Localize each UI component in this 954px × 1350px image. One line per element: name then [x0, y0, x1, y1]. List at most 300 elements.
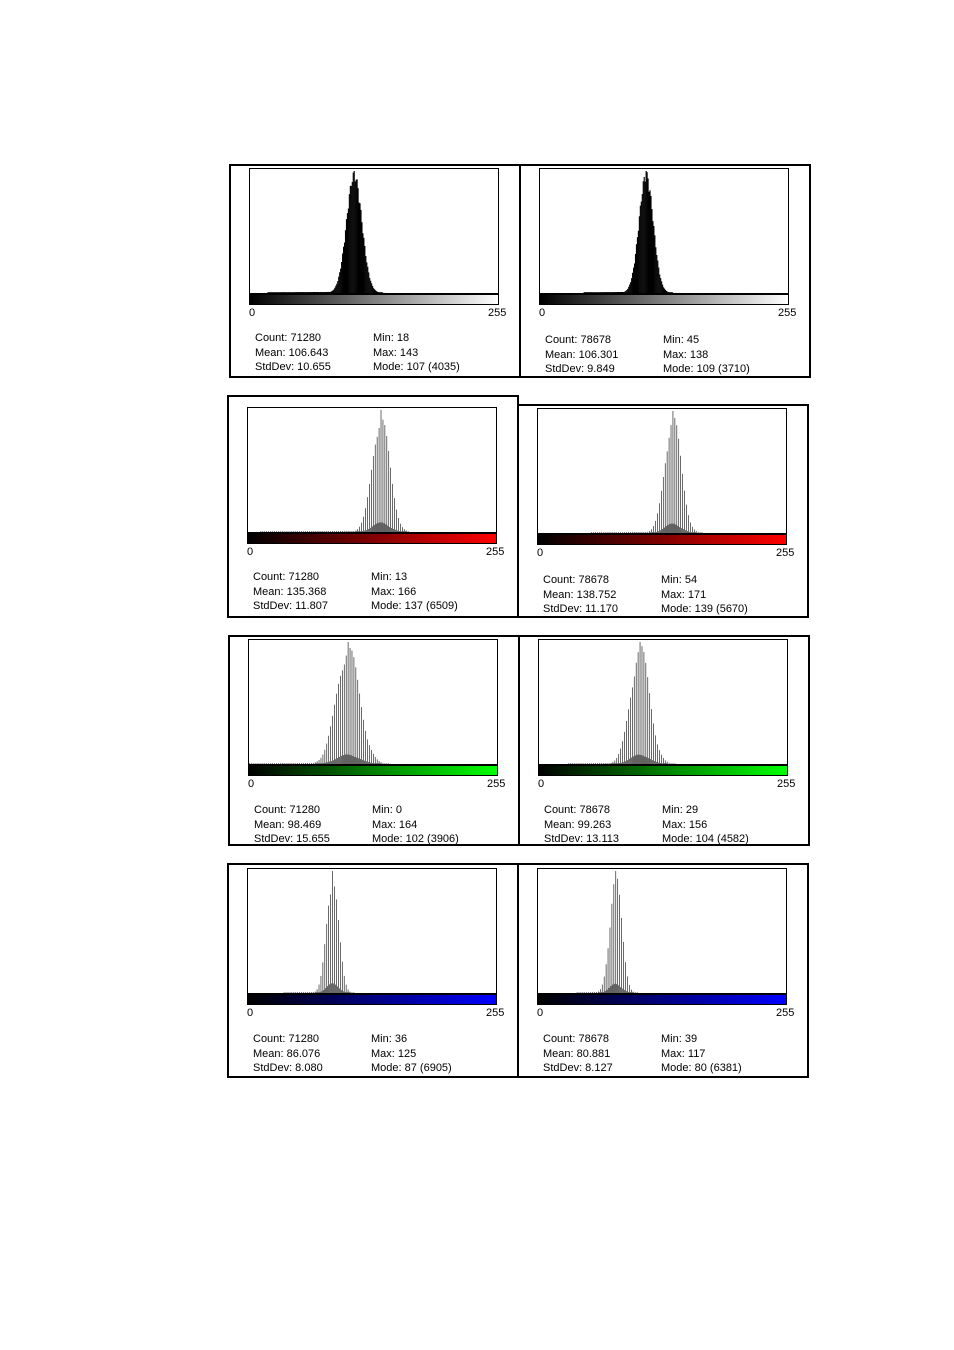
histogram-bar — [259, 763, 260, 764]
histogram-bar — [305, 992, 306, 993]
histogram-bar — [354, 171, 355, 293]
stddev-stat: StdDev: 11.807 — [253, 600, 329, 612]
histogram-bar — [644, 652, 645, 764]
histogram-bar — [335, 286, 336, 293]
histogram-bar — [290, 531, 291, 532]
histogram-bar — [379, 292, 380, 293]
histogram-plot — [247, 868, 497, 994]
histogram-bar — [691, 532, 692, 533]
histogram-bar — [402, 527, 403, 532]
histogram-bar — [609, 988, 610, 993]
histogram-bar — [613, 985, 614, 993]
histogram-bar — [657, 261, 658, 293]
histogram-bar — [344, 243, 345, 293]
histogram-bar — [364, 761, 365, 764]
histogram-bar — [632, 687, 633, 764]
histogram-bar — [595, 292, 596, 293]
histogram-bar — [257, 763, 258, 764]
histogram-bar — [658, 531, 659, 533]
histogram-bar — [345, 992, 346, 993]
histogram-bar — [271, 292, 272, 293]
histogram-bar — [351, 755, 352, 764]
histogram-bar — [654, 235, 655, 293]
histogram-bar — [284, 531, 285, 532]
histogram-bar — [626, 721, 627, 764]
histogram-bar — [344, 976, 345, 993]
histogram-bar — [380, 292, 381, 293]
histogram-bar — [609, 532, 610, 533]
axis-max-label: 255 — [486, 1007, 505, 1019]
histogram-bar — [698, 532, 699, 533]
histogram-bar — [320, 763, 321, 764]
histogram-bar — [284, 763, 285, 764]
histogram-bar — [665, 463, 666, 533]
histogram-bar — [696, 531, 697, 533]
histogram-svg — [250, 169, 498, 293]
histogram-bar — [341, 990, 342, 993]
histogram-bar — [646, 532, 647, 533]
histogram-bar — [630, 992, 631, 993]
histogram-bar — [306, 292, 307, 293]
green-gradient-bar — [248, 765, 498, 776]
histogram-bar — [320, 992, 321, 993]
histogram-bar — [313, 763, 314, 764]
axis-min-label: 0 — [537, 1007, 544, 1019]
histogram-bar — [261, 763, 262, 764]
histogram-bar — [270, 292, 271, 293]
histogram-bar — [301, 992, 302, 993]
histogram-bar — [379, 761, 380, 764]
histogram-bar — [626, 532, 627, 533]
axis-min-label: 0 — [537, 547, 544, 559]
histogram-bar — [362, 233, 363, 293]
mean-stat: Mean: 99.263 — [544, 818, 612, 831]
histogram-bar — [341, 756, 342, 764]
histogram-bar — [612, 904, 613, 993]
histogram-bar — [636, 532, 637, 533]
histogram-bar — [406, 530, 407, 532]
histogram-bar — [294, 531, 295, 532]
count-stat: Count: 78678 — [544, 804, 611, 816]
histogram-bar — [290, 992, 291, 993]
histogram-bar — [394, 498, 395, 532]
histogram-bar — [618, 985, 619, 993]
histogram-bar — [351, 186, 352, 293]
histogram-bar — [295, 292, 296, 293]
histogram-bar — [608, 292, 609, 293]
histogram-bar — [629, 759, 630, 764]
histogram-panel-blue-right — [517, 863, 809, 1078]
histogram-bar — [672, 524, 673, 533]
histogram-bar — [572, 763, 573, 764]
histogram-bar — [307, 763, 308, 764]
histogram-bar — [608, 948, 609, 993]
histogram-bar — [661, 755, 662, 764]
histogram-bar — [592, 992, 593, 993]
histogram-bar — [605, 532, 606, 533]
histogram-bar — [645, 182, 646, 293]
histogram-bar — [665, 290, 666, 293]
histogram-bar — [654, 532, 655, 533]
histogram-bar — [317, 292, 318, 293]
histogram-bar — [319, 760, 320, 764]
histogram-plot — [248, 639, 498, 765]
histogram-bar — [637, 992, 638, 993]
histogram-bar — [678, 439, 679, 533]
histogram-bar — [305, 763, 306, 764]
min-stat: Min: 13 — [371, 571, 408, 583]
histogram-bar — [624, 990, 625, 993]
histogram-bar — [328, 292, 329, 293]
histogram-bar — [353, 756, 354, 764]
stddev-stat: StdDev: 9.849 — [545, 363, 615, 375]
histogram-bar — [350, 186, 351, 293]
histogram-bar — [296, 763, 297, 764]
histogram-bar — [601, 992, 602, 993]
histogram-bar — [327, 292, 328, 293]
histogram-bar — [365, 256, 366, 293]
histogram-bar — [594, 992, 595, 993]
histogram-bar — [265, 763, 266, 764]
histogram-bar — [346, 656, 347, 764]
histogram-bar — [679, 527, 680, 533]
histogram-bar — [344, 531, 345, 532]
histogram-bar — [615, 292, 616, 293]
histogram-bar — [318, 763, 319, 764]
histogram-bar — [323, 531, 324, 532]
histogram-bar — [336, 899, 337, 993]
histogram-bar — [312, 292, 313, 293]
histogram-bar — [339, 757, 340, 764]
histogram-bar — [294, 763, 295, 764]
histogram-bar — [583, 992, 584, 993]
histogram-bar — [370, 763, 371, 764]
histogram-bar — [343, 247, 344, 293]
histogram-bar — [618, 292, 619, 293]
histogram-bar — [340, 676, 341, 764]
max-stat: Max: 166 — [371, 585, 417, 598]
histogram-bar — [597, 763, 598, 764]
histogram-bar — [297, 763, 298, 764]
histogram-bar — [342, 962, 343, 993]
histogram-bar — [286, 763, 287, 764]
histogram-bar — [586, 763, 587, 764]
histogram-bar — [579, 992, 580, 993]
histogram-bar — [329, 762, 330, 764]
axis-max-label: 255 — [778, 307, 797, 319]
histogram-bar — [313, 992, 314, 993]
count-stat: Count: 71280 — [255, 332, 322, 344]
mean-stat: Mean: 98.469 — [254, 818, 322, 831]
histogram-bar — [641, 755, 642, 764]
histogram-bar — [330, 292, 331, 293]
histogram-bar — [642, 532, 643, 533]
histogram-bar — [370, 281, 371, 293]
count-stat: Count: 71280 — [254, 804, 321, 816]
histogram-bar — [249, 763, 250, 764]
histogram-bar — [318, 292, 319, 293]
histogram-bar — [675, 763, 676, 764]
histogram-bar — [328, 292, 329, 293]
histogram-bar — [376, 524, 377, 532]
histogram-bar — [263, 531, 264, 532]
histogram-bar — [605, 763, 606, 764]
histogram-bar — [631, 278, 632, 293]
histogram-bar — [360, 759, 361, 764]
blue-gradient-bar — [537, 994, 787, 1005]
histogram-bar — [328, 736, 329, 764]
histogram-bar — [287, 292, 288, 293]
histogram-bar — [338, 531, 339, 532]
histogram-bar — [294, 992, 295, 993]
histogram-bar — [292, 763, 293, 764]
histogram-bar — [401, 531, 402, 532]
histogram-bar — [311, 992, 312, 993]
histogram-bar — [285, 292, 286, 293]
histogram-bar — [336, 531, 337, 532]
histogram-bar — [634, 532, 635, 533]
histogram-bar — [379, 428, 380, 532]
histogram-bar — [264, 531, 265, 532]
histogram-bar — [693, 532, 694, 533]
histogram-bar — [593, 292, 594, 293]
histogram-bar — [270, 763, 271, 764]
histogram-bar — [616, 871, 617, 993]
max-stat: Max: 156 — [662, 818, 708, 831]
histogram-bar — [382, 523, 383, 532]
histogram-bar — [651, 209, 652, 293]
histogram-bar — [644, 532, 645, 533]
histogram-bar — [338, 920, 339, 993]
histogram-bar — [267, 292, 268, 293]
histogram-bar — [344, 665, 345, 765]
histogram-panel-red-right — [517, 404, 809, 618]
histogram-bar — [630, 698, 631, 764]
histogram-bar — [652, 221, 653, 293]
histogram-bar — [336, 284, 337, 293]
axis-max-label: 255 — [487, 778, 506, 790]
histogram-bar — [274, 531, 275, 532]
histogram-bar — [612, 763, 613, 764]
histogram-bar — [347, 213, 348, 293]
histogram-bar — [649, 190, 650, 293]
histogram-bar — [268, 292, 269, 293]
histogram-bar — [278, 763, 279, 764]
min-stat: Min: 54 — [661, 574, 698, 586]
histogram-bar — [288, 292, 289, 293]
histogram-bar — [614, 292, 615, 293]
histogram-bar — [276, 531, 277, 532]
histogram-bar — [336, 694, 337, 764]
histogram-bar — [280, 531, 281, 532]
histogram-bar — [376, 291, 377, 293]
histogram-bar — [321, 531, 322, 532]
histogram-bar — [625, 962, 626, 993]
histogram-bar — [295, 531, 296, 532]
histogram-bar — [659, 750, 660, 764]
histogram-bar — [671, 292, 672, 293]
histogram-bar — [322, 292, 323, 293]
histogram-bar — [325, 944, 326, 993]
histogram-bar — [374, 525, 375, 532]
count-stat: Count: 78678 — [545, 334, 612, 346]
histogram-bar — [297, 292, 298, 293]
histogram-bar — [358, 758, 359, 764]
histogram-bar — [354, 992, 355, 993]
histogram-bar — [364, 246, 365, 293]
histogram-bar — [371, 283, 372, 293]
histogram-bar — [617, 879, 618, 993]
histogram-bar — [346, 219, 347, 293]
histogram-bar — [305, 292, 306, 293]
histogram-bar — [281, 292, 282, 293]
histogram-bar — [378, 292, 379, 293]
histogram-bar — [624, 292, 625, 293]
histogram-plot — [538, 639, 788, 765]
histogram-bar — [619, 763, 620, 764]
histogram-svg — [249, 640, 497, 764]
mode-stat: Mode: 107 (4035) — [373, 361, 460, 373]
histogram-bar — [633, 992, 634, 993]
histogram-bar — [289, 292, 290, 293]
histogram-bar — [327, 744, 328, 764]
histogram-bar — [373, 288, 374, 293]
histogram-bar — [602, 985, 603, 993]
histogram-bar — [374, 763, 375, 764]
count-stat: Count: 71280 — [253, 1033, 320, 1045]
histogram-bar — [361, 523, 362, 532]
histogram-bar — [650, 196, 651, 293]
histogram-bar — [644, 177, 645, 293]
histogram-bar — [313, 292, 314, 293]
histogram-bar — [326, 988, 327, 993]
histogram-bar — [656, 255, 657, 293]
histogram-bar — [343, 755, 344, 764]
histogram-bar — [389, 763, 390, 764]
histogram-bar — [333, 983, 334, 993]
histogram-bar — [596, 992, 597, 993]
histogram-bar — [642, 194, 643, 293]
mode-stat: Mode: 102 (3906) — [372, 833, 459, 845]
histogram-bar — [357, 531, 358, 532]
histogram-bar — [648, 758, 649, 764]
histogram-bar — [359, 527, 360, 532]
histogram-bar — [317, 761, 318, 764]
histogram-bar — [333, 289, 334, 293]
histogram-bar — [355, 757, 356, 764]
histogram-bar — [659, 274, 660, 293]
histogram-bar — [315, 762, 316, 764]
axis-max-label: 255 — [486, 546, 505, 558]
histogram-bar — [651, 709, 652, 764]
histogram-bar — [651, 529, 652, 533]
histogram-bar — [358, 531, 359, 532]
histogram-bar — [581, 992, 582, 993]
axis-min-label: 0 — [539, 307, 546, 319]
histogram-bar — [299, 763, 300, 764]
histogram-bar — [294, 292, 295, 293]
histogram-bar — [292, 531, 293, 532]
histogram-bar — [593, 763, 594, 764]
histogram-bar — [702, 532, 703, 533]
histogram-bar — [348, 989, 349, 993]
stddev-stat: StdDev: 10.655 — [255, 361, 331, 373]
histogram-bar — [350, 648, 351, 764]
histogram-bar — [663, 287, 664, 293]
histogram-bar — [630, 282, 631, 293]
histogram-bar — [604, 977, 605, 994]
histogram-bar — [600, 989, 601, 993]
histogram-bar — [667, 451, 668, 533]
histogram-svg — [248, 869, 496, 993]
histogram-bar — [327, 762, 328, 764]
count-stat: Count: 78678 — [543, 574, 610, 586]
histogram-bar — [655, 521, 656, 533]
histogram-bar — [305, 531, 306, 532]
histogram-bar — [403, 531, 404, 532]
histogram-bar — [323, 754, 324, 764]
histogram-bar — [603, 532, 604, 533]
histogram-bar — [375, 445, 376, 532]
histogram-bar — [623, 942, 624, 993]
histogram-bar — [301, 531, 302, 532]
red-gradient-bar — [537, 534, 787, 545]
histogram-bar — [620, 987, 621, 993]
histogram-bar — [610, 928, 611, 993]
count-stat: Count: 78678 — [543, 1033, 610, 1045]
histogram-bar — [584, 292, 585, 293]
histogram-bar — [342, 254, 343, 293]
histogram-bar — [370, 528, 371, 532]
histogram-bar — [587, 763, 588, 764]
histogram-bar — [365, 508, 366, 532]
histogram-bar — [372, 526, 373, 532]
histogram-bar — [589, 292, 590, 293]
histogram-bar — [293, 292, 294, 293]
green-gradient-bar — [538, 765, 788, 776]
histogram-bar — [601, 532, 602, 533]
histogram-bar — [609, 763, 610, 764]
histogram-bar — [330, 726, 331, 764]
histogram-bar — [632, 992, 633, 993]
histogram-plot — [247, 407, 497, 533]
histogram-bar — [340, 269, 341, 293]
histogram-bar — [657, 513, 658, 533]
histogram-bar — [355, 181, 356, 293]
histogram-bar — [660, 763, 661, 764]
histogram-bar — [288, 763, 289, 764]
histogram-bar — [586, 992, 587, 993]
histogram-bar — [340, 531, 341, 532]
histogram-bar — [326, 924, 327, 993]
histogram-svg — [248, 408, 496, 532]
histogram-bar — [617, 292, 618, 293]
histogram-bar — [377, 759, 378, 764]
histogram-bar — [653, 226, 654, 293]
histogram-bar — [618, 532, 619, 533]
histogram-bar — [362, 531, 363, 532]
histogram-bar — [682, 474, 683, 533]
histogram-bar — [623, 292, 624, 293]
histogram-bar — [609, 292, 610, 293]
mean-stat: Mean: 135.368 — [253, 585, 327, 598]
histogram-bar — [327, 986, 328, 993]
histogram-bar — [307, 292, 308, 293]
histogram-bar — [639, 755, 640, 764]
histogram-bar — [335, 985, 336, 993]
histogram-bar — [655, 735, 656, 764]
histogram-bar — [677, 425, 678, 533]
